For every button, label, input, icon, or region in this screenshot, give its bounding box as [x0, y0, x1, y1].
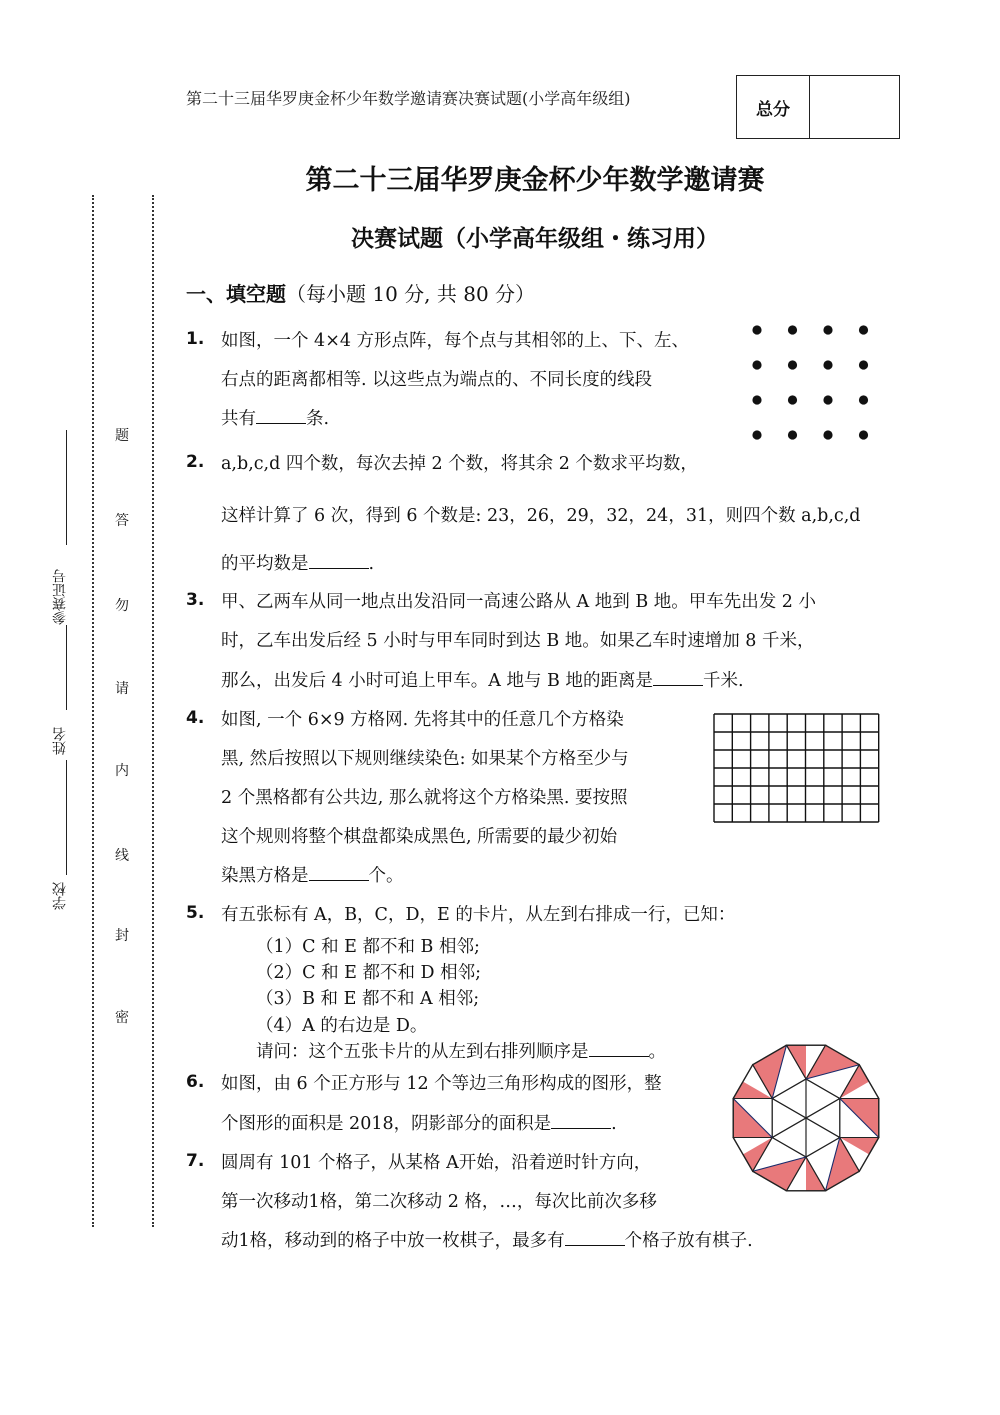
question-text-line: 甲、乙两车从同一地点出发沿同一高速公路从 A 地到 B 地。甲车先出发 2 小 — [221, 592, 817, 612]
question-text-line: 第一次移动1格，第二次移动 2 格，…，每次比前次多移 — [221, 1192, 657, 1212]
id-label: 参赛证号 — [52, 569, 68, 625]
school-line[interactable] — [66, 760, 67, 875]
lattice-dot — [788, 325, 797, 334]
dot-lattice-figure — [745, 320, 875, 445]
text-fragment: . — [611, 1114, 617, 1134]
answer-blank[interactable] — [589, 1038, 649, 1057]
question-number: 2. — [186, 452, 205, 472]
question-text-line: 圆周有 101 个格子，从某格 A开始，沿着逆时针方向， — [221, 1153, 652, 1173]
total-score-box — [736, 75, 900, 139]
center-triangle — [806, 1099, 840, 1138]
binding-line-left — [92, 195, 94, 1227]
lattice-dot — [788, 395, 797, 404]
question-number: 4. — [186, 708, 205, 728]
page-subtitle: 决赛试题（小学高年级组・练习用） — [351, 226, 719, 252]
text-fragment: . — [368, 554, 375, 574]
id-field — [50, 550, 70, 625]
lattice-dot — [823, 395, 832, 404]
text-fragment: 请问：这个五张卡片的从左到右排列顺序是 — [256, 1042, 589, 1062]
seal-char: 密 — [115, 1010, 129, 1026]
seal-char: 请 — [115, 681, 129, 697]
shaded-region — [840, 1065, 869, 1099]
total-score-cell[interactable] — [810, 76, 899, 138]
question-text-line: 这个规则将整个棋盘都染成黑色, 所需要的最少初始 — [221, 827, 618, 847]
shaded-region — [743, 1138, 772, 1172]
question-text-line: 时，乙车出发后经 5 小时与甲车同时到达 B 地。如果乙车时速增加 8 千米， — [221, 631, 815, 651]
question-text-line — [221, 405, 329, 430]
condition-line: （2）C 和 E 都不和 D 相邻; — [256, 963, 482, 983]
answer-blank[interactable] — [653, 667, 703, 686]
center-triangle — [806, 1118, 840, 1157]
question-text-line — [221, 862, 404, 887]
question-text-line: a,b,c,d 四个数，每次去掉 2 个数，将其余 2 个数求平均数， — [221, 454, 698, 474]
running-header: 第二十三届华罗庚金杯少年数学邀请赛决赛试题(小学高年级组) — [186, 89, 631, 108]
name-line[interactable] — [66, 625, 67, 710]
grid-figure — [712, 712, 882, 824]
question-text-line — [221, 1110, 617, 1135]
text-fragment: 动1格，移动到的格子中放一枚棋子，最多有 — [221, 1231, 565, 1251]
page-title: 第二十三届华罗庚金杯少年数学邀请赛 — [305, 165, 765, 196]
question-text-line: 有五张标有 A，B，C，D，E 的卡片，从左到右排成一行，已知： — [221, 905, 736, 925]
lattice-dot — [859, 325, 868, 334]
question-text-line: 这样计算了 6 次，得到 6 个数是: 23，26，29，32，24，31，则四个数 a,b,c,d — [221, 506, 861, 526]
seal-char: 封 — [115, 928, 129, 944]
lattice-dot — [752, 360, 761, 369]
seal-char: 答 — [115, 513, 129, 529]
lattice-dot — [859, 430, 868, 439]
question-number: 6. — [186, 1072, 205, 1092]
center-triangle — [772, 1079, 806, 1118]
dot-lattice — [752, 325, 868, 439]
text-fragment: 共有 — [221, 409, 256, 429]
question-text-line: 如图, 一个 6×9 方格网. 先将其中的任意几个方格染 — [221, 710, 624, 730]
dodecagon-figure — [722, 1036, 890, 1200]
lattice-dot — [823, 360, 832, 369]
name-label: 姓名 — [52, 727, 68, 755]
answer-blank[interactable] — [309, 550, 369, 569]
question-number: 1. — [186, 329, 205, 349]
school-label: 学校 — [52, 882, 68, 910]
school-field — [50, 835, 70, 910]
section-note: （每小题 10 分, 共 80 分） — [286, 282, 536, 306]
seal-char: 勿 — [115, 598, 129, 614]
shaded-region — [753, 1157, 806, 1191]
answer-blank[interactable] — [256, 405, 306, 424]
id-line[interactable] — [66, 430, 67, 545]
section-title: 一、填空题 — [186, 282, 286, 306]
text-fragment: 染黑方格是 — [221, 866, 309, 886]
lattice-dot — [859, 395, 868, 404]
question-text-line: 如图，一个 4×4 方形点阵，每个点与其相邻的上、下、左、 — [221, 331, 690, 351]
seal-char: 线 — [115, 848, 129, 864]
dodecagon-tiling — [733, 1045, 879, 1191]
center-triangle — [806, 1079, 840, 1118]
text-fragment: 个图形的面积是 2018，阴影部分的面积是 — [221, 1114, 552, 1134]
lattice-dot — [823, 430, 832, 439]
lattice-dot — [788, 360, 797, 369]
text-fragment: 条. — [306, 409, 330, 429]
text-fragment: 千米. — [702, 671, 744, 691]
shaded-region — [806, 1045, 859, 1079]
text-fragment: 个。 — [368, 866, 404, 886]
center-triangle — [772, 1118, 806, 1157]
question-text-line: 如图，由 6 个正方形与 12 个等边三角形构成的图形，整 — [221, 1074, 662, 1094]
question-text-line: 右点的距离都相等. 以这些点为端点的、不同长度的线段 — [221, 370, 653, 390]
question-text-line — [221, 667, 744, 692]
seal-char: 内 — [115, 763, 129, 779]
question-text-line — [221, 1227, 753, 1252]
question-number: 5. — [186, 903, 205, 923]
section-heading — [186, 278, 535, 307]
question-text-line — [256, 1038, 666, 1063]
center-triangle — [772, 1099, 806, 1138]
grid-6x9 — [714, 714, 879, 822]
lattice-dot — [752, 430, 761, 439]
name-field — [50, 715, 70, 755]
question-text-line: 黑, 然后按照以下规则继续染色: 如果某个方格至少与 — [221, 749, 629, 769]
text-fragment: 那么，出发后 4 小时可追上甲车。A 地与 B 地的距离是 — [221, 671, 653, 691]
lattice-dot — [788, 430, 797, 439]
question-number: 7. — [186, 1151, 205, 1171]
condition-line: （4）A 的右边是 D。 — [256, 1016, 428, 1036]
condition-line: （3）B 和 E 都不和 A 相邻; — [256, 989, 480, 1009]
lattice-dot — [752, 325, 761, 334]
total-score-label: 总分 — [737, 76, 810, 138]
answer-blank[interactable] — [565, 1227, 625, 1246]
text-fragment: 的平均数是 — [221, 554, 309, 574]
text-fragment: 个格子放有棋子. — [624, 1231, 753, 1251]
answer-blank[interactable] — [309, 862, 369, 881]
question-text-line: 2 个黑格都有公共边, 那么就将这个方格染黑. 要按照 — [221, 788, 628, 808]
binding-line-right — [152, 195, 154, 1227]
seal-char: 题 — [115, 428, 129, 444]
text-fragment: 。 — [648, 1042, 666, 1062]
answer-blank[interactable] — [551, 1110, 611, 1129]
condition-line: （1）C 和 E 都不和 B 相邻; — [256, 937, 480, 957]
lattice-dot — [859, 360, 868, 369]
question-number: 3. — [186, 590, 205, 610]
lattice-dot — [823, 325, 832, 334]
question-text-line — [221, 550, 374, 575]
lattice-dot — [752, 395, 761, 404]
